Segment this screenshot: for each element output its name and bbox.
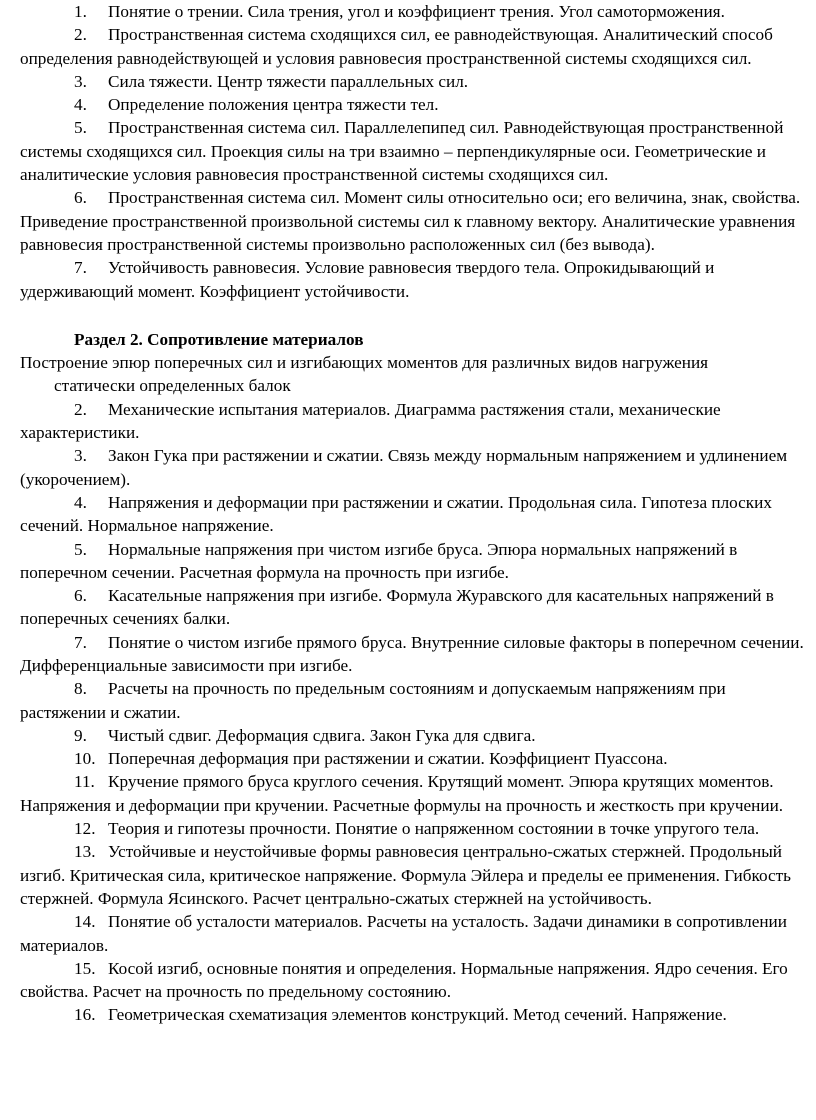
list-item xyxy=(20,444,806,491)
item-text: Определение положения центра тяжести тел. xyxy=(108,95,439,115)
item-text: Механические испытания материалов. Диаграмма растяжения стали, механические характеристики. xyxy=(20,399,721,443)
item-number: 10. xyxy=(74,749,96,769)
item-number: 5. xyxy=(74,539,87,559)
item-text: Поперечная деформация при растяжении и сжатии. Коэффициент Пуассона. xyxy=(108,749,668,769)
item-number: 13. xyxy=(74,842,96,862)
item-number: 6. xyxy=(74,586,87,606)
section-1-list xyxy=(20,0,806,303)
list-item xyxy=(20,910,806,957)
item-number: 7. xyxy=(74,632,87,652)
list-item xyxy=(20,677,806,724)
list-item xyxy=(20,0,806,23)
list-item xyxy=(20,398,806,445)
item-text: Понятие о чистом изгибе прямого бруса. Внутренние силовые факторы в поперечном сечении. Дифференциальные зависимости при изгибе. xyxy=(20,632,804,675)
item-number: 14. xyxy=(74,912,96,932)
item-number: 11. xyxy=(74,772,95,792)
document-page xyxy=(20,0,806,1027)
item-text: Чистый сдвиг. Деформация сдвига. Закон Гука для сдвига. xyxy=(108,725,536,745)
section-2-title: Раздел 2. Сопротивление материалов xyxy=(74,329,364,349)
item-text: Понятие о трении. Сила трения, угол и коэффициент трения. Угол самоторможения. xyxy=(108,2,725,21)
section-2-intro-line-1: Построение эпюр поперечных сил и изгибающих моментов для различных видов нагружения xyxy=(20,353,709,373)
list-item xyxy=(20,1003,806,1026)
list-item xyxy=(20,93,806,116)
item-text: Геометрическая схематизация элементов конструкций. Метод сечений. Напряжение. xyxy=(108,1005,727,1025)
list-item xyxy=(20,70,806,93)
item-text: Касательные напряжения при изгибе. Формула Журавского для касательных напряжений в поперечных сечениях балки. xyxy=(20,586,774,629)
list-item xyxy=(20,840,806,910)
item-number: 1. xyxy=(74,2,87,21)
list-item xyxy=(20,116,806,186)
item-number: 4. xyxy=(74,492,87,512)
item-text: Напряжения и деформации при растяжении и сжатии. Продольная сила. Гипотеза плоских сечений. Нормальное напряжение. xyxy=(20,492,772,536)
list-item xyxy=(20,724,806,747)
list-item xyxy=(20,23,806,70)
item-number: 8. xyxy=(74,679,87,699)
item-text: Устойчивые и неустойчивые формы равновесия центрально-сжатых стержней. Продольный изгиб. Критическая сила, критическое напряжение. Формула Эйлера и пределы ее применения. Гибкость стержней. Формула Ясинского. Расчет центрально-сжатых стержней на устойчивость. xyxy=(20,842,791,908)
item-text: Кручение прямого бруса круглого сечения. Крутящий момент. Эпюра крутящих моментов. Напряжения и деформации при кручении. Расчетные формулы на прочность и жесткость при кручении. xyxy=(20,772,784,815)
item-number: 7. xyxy=(74,258,87,278)
item-number: 6. xyxy=(74,188,87,208)
item-number: 12. xyxy=(74,819,96,839)
item-text: Сила тяжести. Центр тяжести параллельных сил. xyxy=(108,71,469,91)
item-number: 9. xyxy=(74,725,87,745)
blank-line xyxy=(20,303,806,326)
item-number: 15. xyxy=(74,958,96,978)
item-text: Пространственная система сходящихся сил, ее равнодействующая. Аналитический способ определения равнодействующей и условия равновесия пространственной системы сходящихся сил. xyxy=(20,25,773,68)
item-text: Косой изгиб, основные понятия и определения. Нормальные напряжения. Ядро сечения. Его свойства. Расчет на прочность по предельному состоянию. xyxy=(20,958,788,1002)
item-text: Понятие об усталости материалов. Расчеты на усталость. Задачи динамики в сопротивлении материалов. xyxy=(20,912,787,955)
item-text: Расчеты на прочность по предельным состояниям и допускаемым напряжениям при растяжении и сжатии. xyxy=(20,679,726,722)
item-number: 5. xyxy=(74,118,87,138)
item-number: 3. xyxy=(74,446,87,466)
list-item xyxy=(20,747,806,770)
item-number: 3. xyxy=(74,71,87,91)
list-item xyxy=(20,491,806,538)
item-text: Устойчивость равновесия. Условие равновесия твердого тела. Опрокидывающий и удерживающий момент. Коэффициент устойчивости. xyxy=(20,258,715,301)
list-item xyxy=(20,770,806,817)
item-number: 2. xyxy=(74,399,87,419)
item-text: Пространственная система сил. Параллелепипед сил. Равнодействующая пространственной системы сходящихся сил. Проекция силы на три взаимно – перпендикулярные оси. Геометрические и аналитические условия равновесия пространственной системы сходящихся сил. xyxy=(20,118,784,185)
item-text: Пространственная система сил. Момент силы относительно оси; его величина, знак, свойства. Приведение пространственной произвольной системы сил к главному вектору. Аналитические уравнения равновесия пространственной системы произвольно расположенных сил (без вывода). xyxy=(20,188,801,254)
section-2-list xyxy=(20,398,806,1027)
list-item xyxy=(20,817,806,840)
item-number: 2. xyxy=(74,25,87,45)
list-item xyxy=(20,186,806,256)
list-item xyxy=(20,538,806,585)
item-text: Закон Гука при растяжении и сжатии. Связь между нормальным напряжением и удлинением (укорочением). xyxy=(20,446,788,489)
item-text: Теория и гипотезы прочности. Понятие о напряженном состоянии в точке упругого тела. xyxy=(108,819,760,839)
item-number: 4. xyxy=(74,95,87,115)
list-item xyxy=(20,256,806,303)
list-item xyxy=(20,584,806,631)
item-text: Нормальные напряжения при чистом изгибе бруса. Эпюра нормальных напряжений в поперечном сечении. Расчетная формула на прочность при изгибе. xyxy=(20,539,738,582)
list-item xyxy=(20,631,806,678)
item-number: 16. xyxy=(74,1005,96,1025)
section-2-intro-line-2: статически определенных балок xyxy=(54,376,291,396)
list-item xyxy=(20,957,806,1004)
